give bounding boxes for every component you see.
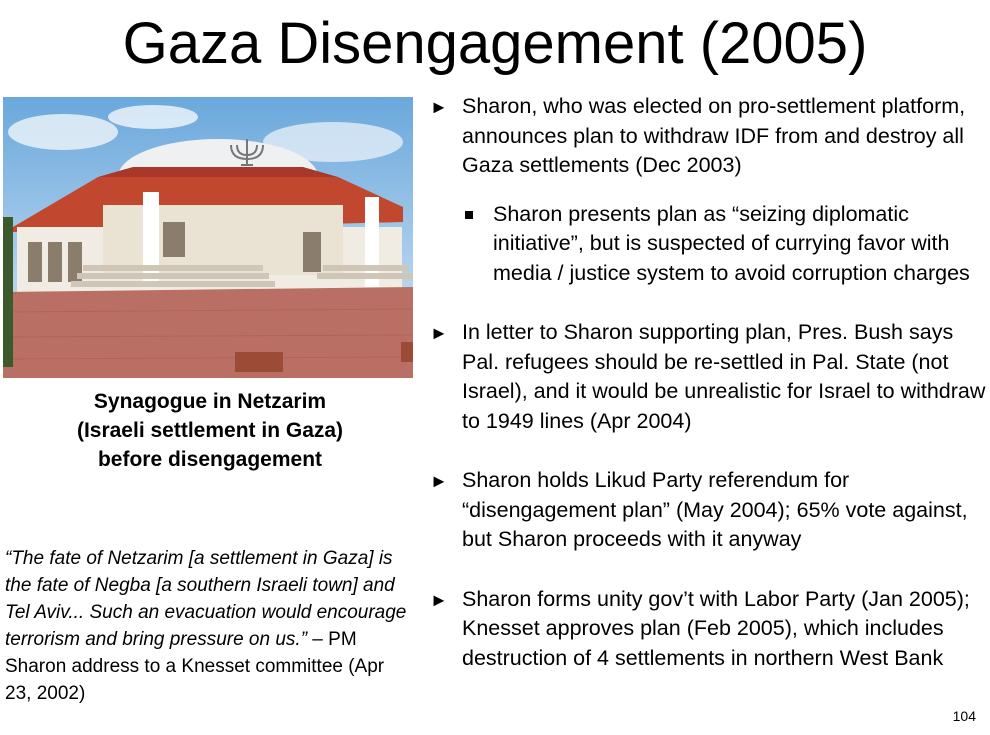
bullet-list [425,92,987,673]
bullet-item [425,466,987,555]
bullet-item [425,318,987,436]
bullet-text: In letter to Sharon supporting plan, Pres. Bush says Pal. refugees should be re-settled in Pal. State (not Israel), and it would be unrealistic for Israel to withdraw to 1949 lines (Apr 2004) [462,320,986,433]
sub-bullet-text: Sharon presents plan as “seizing diplomatic initiative”, but is suspected of currying favor with media / justice system to avoid corruption charges [493,201,970,285]
caption-line: Synagogue in Netzarim [93,390,327,413]
bullet-text: Sharon, who was elected on pro-settlement platform, announces plan to withdraw IDF from and destroy all Gaza settlements (Dec 2003) [462,94,966,177]
square-bullet-icon [465,211,473,219]
arrow-bullet-icon: ► [430,97,448,117]
arrow-bullet-icon: ► [430,471,448,491]
bullet-item [425,92,987,181]
slide-title: Gaza Disengagement (2005) [122,11,868,76]
bullet-text: Sharon forms unity gov’t with Labor Party (Jan 2005); Knesset approves plan (Feb 2005), which includes destruction of 4 settlements in northern West Bank [462,586,970,670]
quote-attribution: – PM Sharon address to a Knesset committee (Apr 23, 2002) [5,629,385,704]
quote-text: “The fate of Netzarim [a settlement in Gaza] is the fate of Negba [a southern Israeli town] and Tel Aviv... Such an evacuation would encourage terrorism and bring pressure on us.” [5,548,407,650]
synagogue-photo [3,97,413,378]
arrow-bullet-icon: ► [430,589,448,610]
bullet-item [425,585,987,674]
sub-bullet-item [425,200,987,289]
caption-line: before disengagement [97,448,323,471]
photo-caption [5,387,415,474]
page-number: 104 [952,708,976,724]
bullet-text: Sharon holds Likud Party referendum for “disengagement plan” (May 2004); 65% vote against, but Sharon proceeds with it anyway [462,468,968,551]
arrow-bullet-icon: ► [430,323,448,343]
caption-line: (Israeli settlement in Gaza) [76,419,344,442]
sharon-quote [5,545,410,707]
